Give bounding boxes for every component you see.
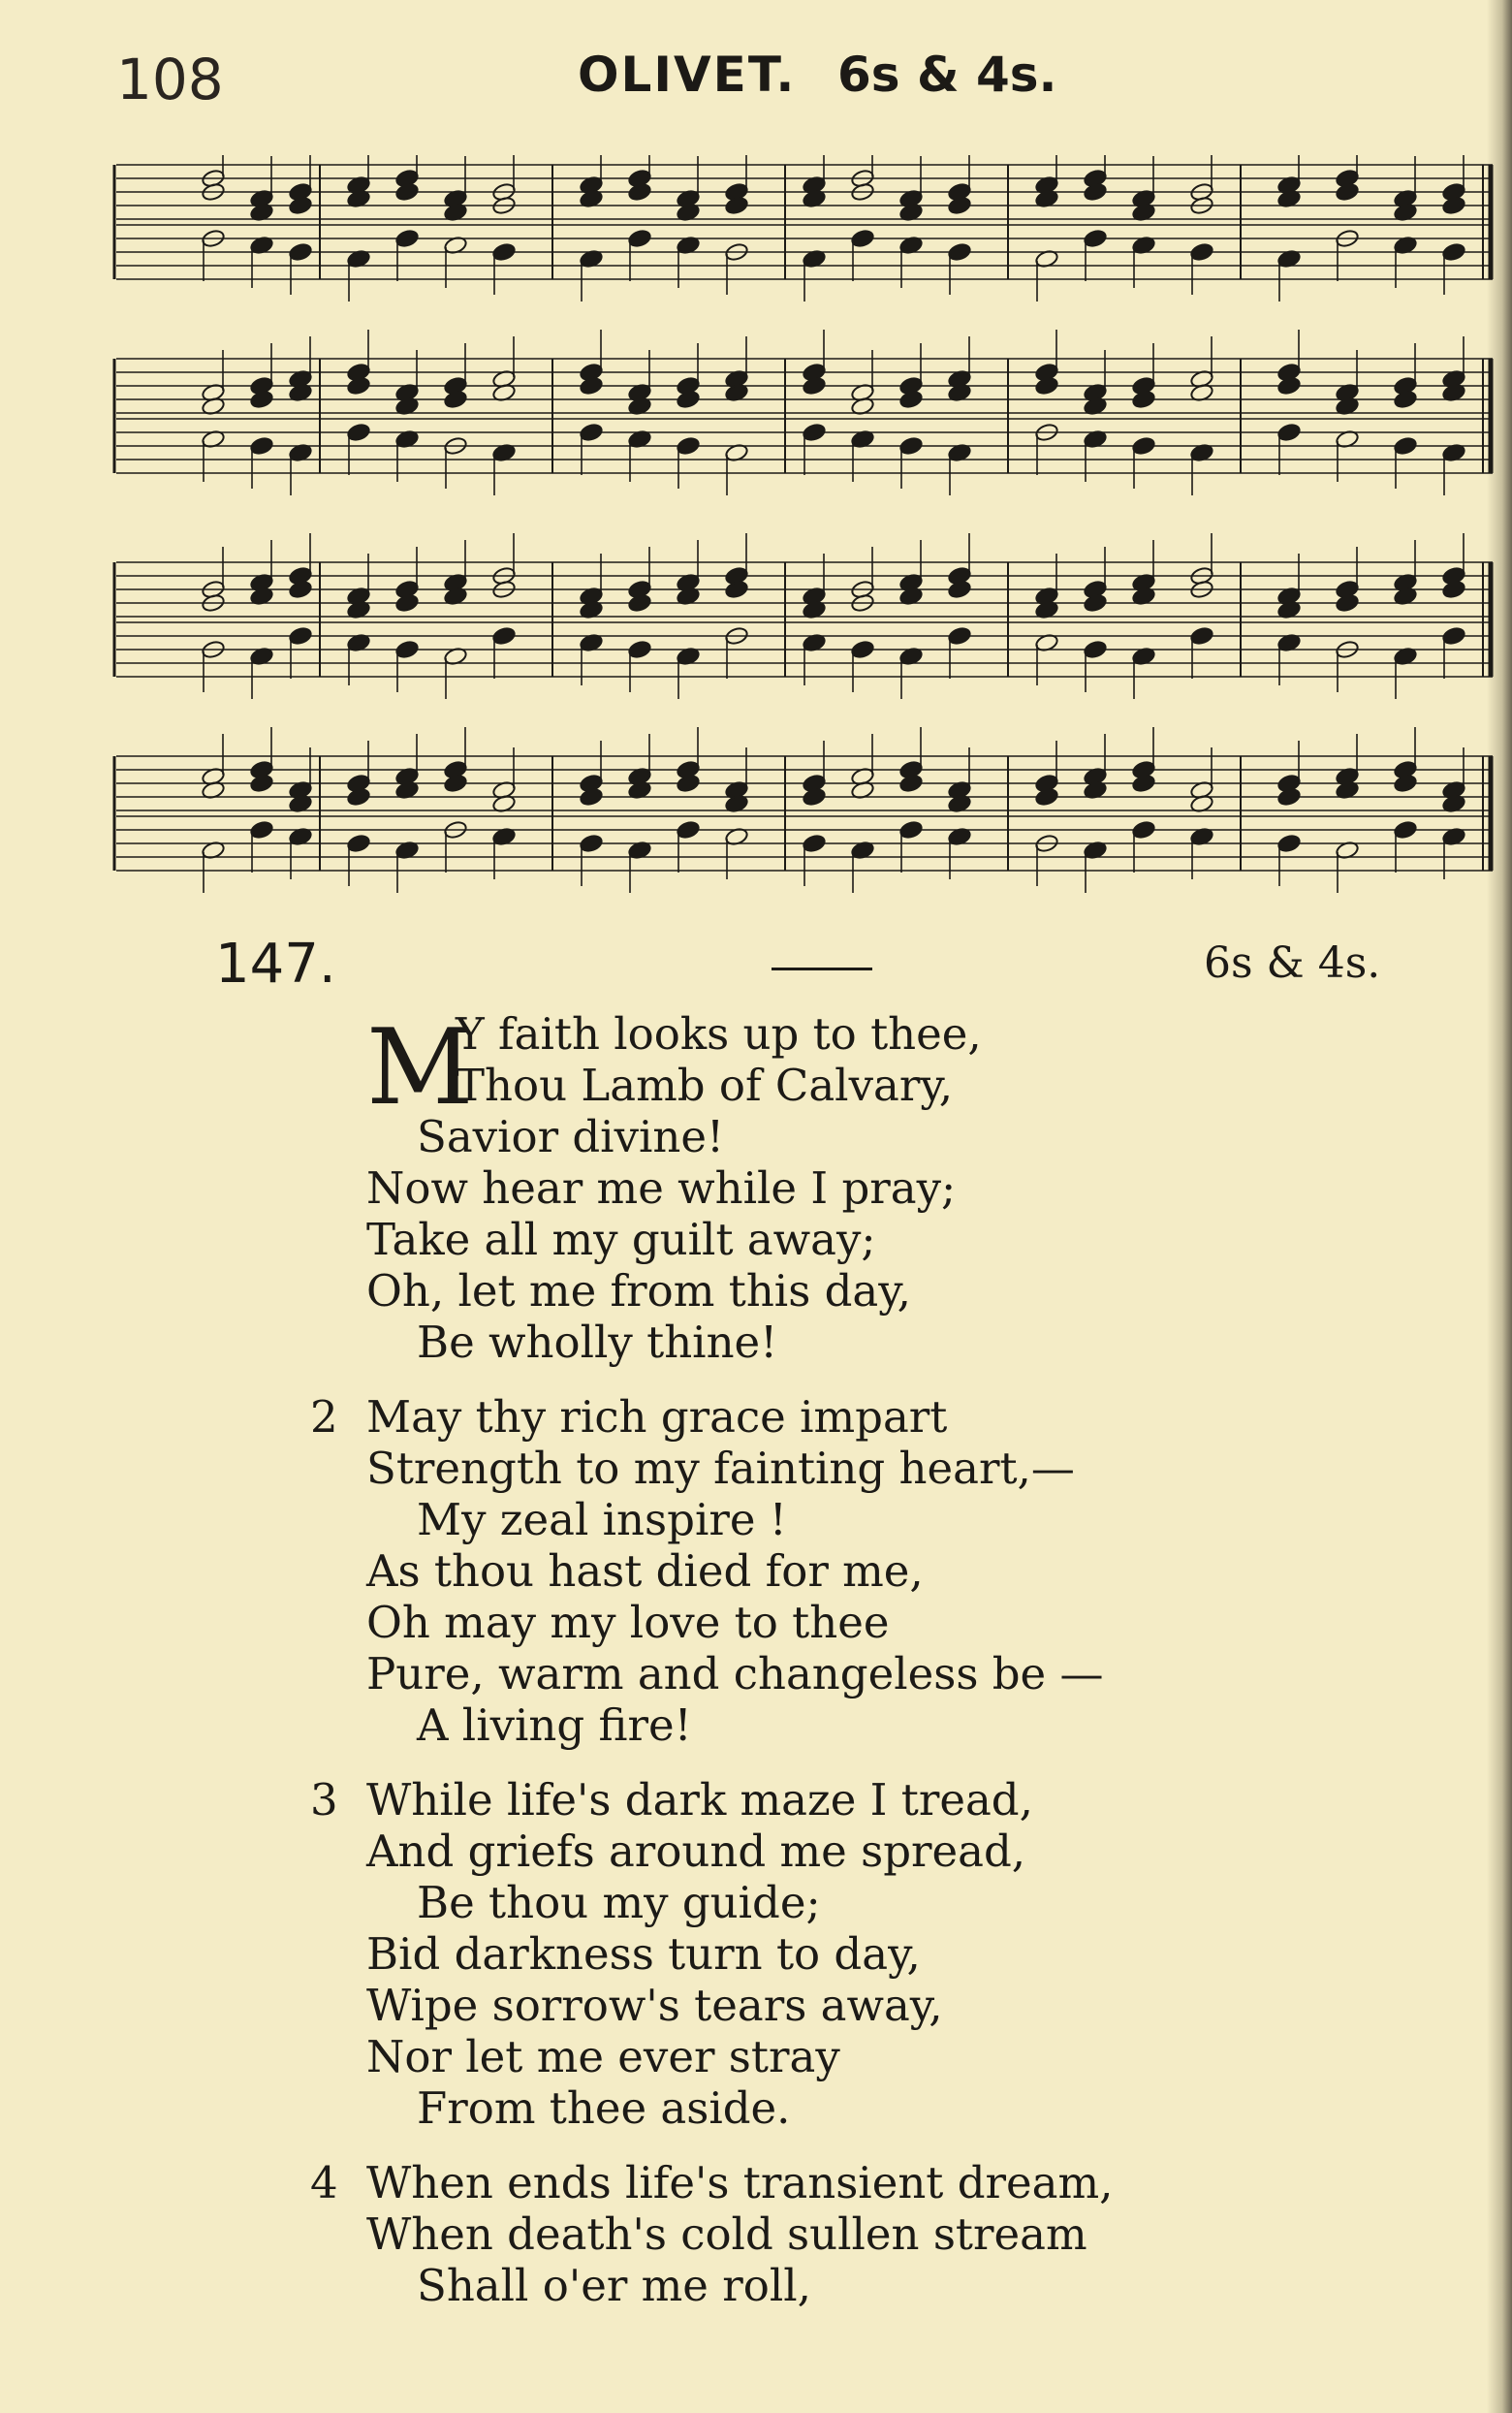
note-head — [249, 820, 273, 841]
verse-line-text: When death's cold sullen stream — [366, 2208, 1087, 2260]
note-head — [579, 423, 603, 443]
stanza-gap — [0, 1751, 1512, 1774]
verse-line — [0, 1597, 1512, 1648]
stanza-number: 3 — [310, 1774, 338, 1826]
note-head — [249, 436, 273, 457]
stanza-gap — [0, 1368, 1512, 1391]
note-head — [850, 640, 874, 660]
hymn-header-dash — [772, 968, 872, 970]
stanza-gap — [0, 2134, 1512, 2157]
note-head — [288, 242, 312, 263]
note-head — [1083, 640, 1107, 660]
stanza-3 — [0, 1774, 1512, 2134]
note-head — [1189, 626, 1213, 647]
drop-cap: M — [366, 1007, 474, 1128]
verse-line — [0, 1214, 1512, 1265]
hymn-header — [0, 933, 1512, 1010]
note-head — [947, 626, 971, 647]
hymn-number: 147. — [215, 933, 336, 996]
note-head — [346, 423, 370, 443]
verse-line — [0, 2208, 1512, 2260]
note-head — [1189, 242, 1213, 263]
page-number: 108 — [116, 47, 224, 112]
note-head — [850, 229, 874, 249]
verse-line-text: My zeal inspire ! — [417, 1494, 787, 1545]
verse-line-text: Oh may my love to thee — [366, 1597, 890, 1648]
verse-line-text: Take all my guilt away; — [366, 1214, 876, 1265]
verse-line-text: Savior divine! — [417, 1111, 725, 1162]
verse-line-text: Be thou my guide; — [417, 1877, 821, 1928]
verse-line — [0, 1826, 1512, 1877]
stanza-number: 4 — [310, 2157, 338, 2208]
note-head — [1131, 820, 1155, 841]
note-head — [1131, 436, 1155, 457]
verse-line-text: Pure, warm and changeless be — — [366, 1648, 1104, 1699]
verse-line — [0, 1699, 1512, 1751]
verse-line — [0, 1648, 1512, 1699]
verse-line-text: Y faith looks up to thee, — [456, 1008, 982, 1060]
verse-line-text: And griefs around me spread, — [366, 1826, 1026, 1877]
note-head — [288, 626, 312, 647]
verse-line — [0, 1008, 1512, 1060]
tune-title: OLIVET. — [578, 47, 797, 103]
stanza-4 — [0, 2157, 1512, 2311]
verse-line — [0, 1545, 1512, 1597]
verse-line — [0, 2031, 1512, 2082]
verse-line — [0, 2157, 1512, 2208]
verse-line — [0, 1494, 1512, 1545]
verse-line-text: Oh, let me from this day, — [366, 1265, 911, 1317]
verse-line-text: From thee aside. — [417, 2082, 791, 2134]
running-head — [0, 37, 1512, 114]
stanza-number: 2 — [310, 1391, 338, 1443]
hymn-meter: 6s & 4s. — [1204, 938, 1381, 988]
verse-line-text: Now hear me while I pray; — [366, 1162, 957, 1214]
note-head — [394, 229, 419, 249]
verse-line-text: While life's dark maze I tread, — [366, 1774, 1033, 1826]
verse-line — [0, 2260, 1512, 2311]
note-head — [947, 242, 971, 263]
verse-line-text: When ends life's transient dream, — [366, 2157, 1114, 2208]
verse-line — [0, 1060, 1512, 1111]
note-head — [802, 834, 826, 854]
verse-line-text: Nor let me ever stray — [366, 2031, 840, 2082]
note-head — [898, 820, 923, 841]
verse-line — [0, 1391, 1512, 1443]
stanza-1 — [0, 1008, 1512, 1368]
verse-line — [0, 1877, 1512, 1928]
note-head — [491, 626, 516, 647]
note-head — [898, 436, 923, 457]
hymn-text — [0, 1008, 1512, 2311]
verse-line — [0, 1317, 1512, 1368]
note-head — [676, 820, 700, 841]
music-score — [97, 155, 1502, 931]
verse-line-text: Be wholly thine! — [417, 1317, 778, 1368]
verse-line-text: Thou Lamb of Calvary, — [456, 1060, 954, 1111]
verse-line-text: May thy rich grace impart — [366, 1391, 948, 1443]
note-head — [1276, 423, 1301, 443]
verse-line — [0, 1928, 1512, 1980]
verse-line — [0, 1774, 1512, 1826]
verse-line — [0, 1111, 1512, 1162]
note-head — [1441, 626, 1465, 647]
verse-line — [0, 1443, 1512, 1494]
verse-line-text: Strength to my fainting heart,— — [366, 1443, 1075, 1494]
verse-line-text: Wipe sorrow's tears away, — [366, 1980, 943, 2031]
note-head — [491, 242, 516, 263]
verse-line — [0, 1162, 1512, 1214]
verse-line-text: A living fire! — [417, 1699, 692, 1751]
note-head — [627, 640, 651, 660]
verse-line — [0, 1980, 1512, 2031]
verse-line — [0, 2082, 1512, 2134]
note-head — [802, 423, 826, 443]
verse-line-text: Bid darkness turn to day, — [366, 1928, 921, 1980]
note-head — [1276, 834, 1301, 854]
note-head — [579, 834, 603, 854]
note-head — [627, 229, 651, 249]
note-head — [676, 436, 700, 457]
note-head — [1393, 436, 1417, 457]
verse-line — [0, 1265, 1512, 1317]
verse-line-text: As thou hast died for me, — [366, 1545, 924, 1597]
stanza-2 — [0, 1391, 1512, 1751]
note-head — [394, 640, 419, 660]
tune-meter: 6s & 4s. — [837, 47, 1057, 103]
note-head — [346, 834, 370, 854]
note-head — [1393, 820, 1417, 841]
note-head — [1083, 229, 1107, 249]
note-head — [1441, 242, 1465, 263]
verse-line-text: Shall o'er me roll, — [417, 2260, 811, 2311]
